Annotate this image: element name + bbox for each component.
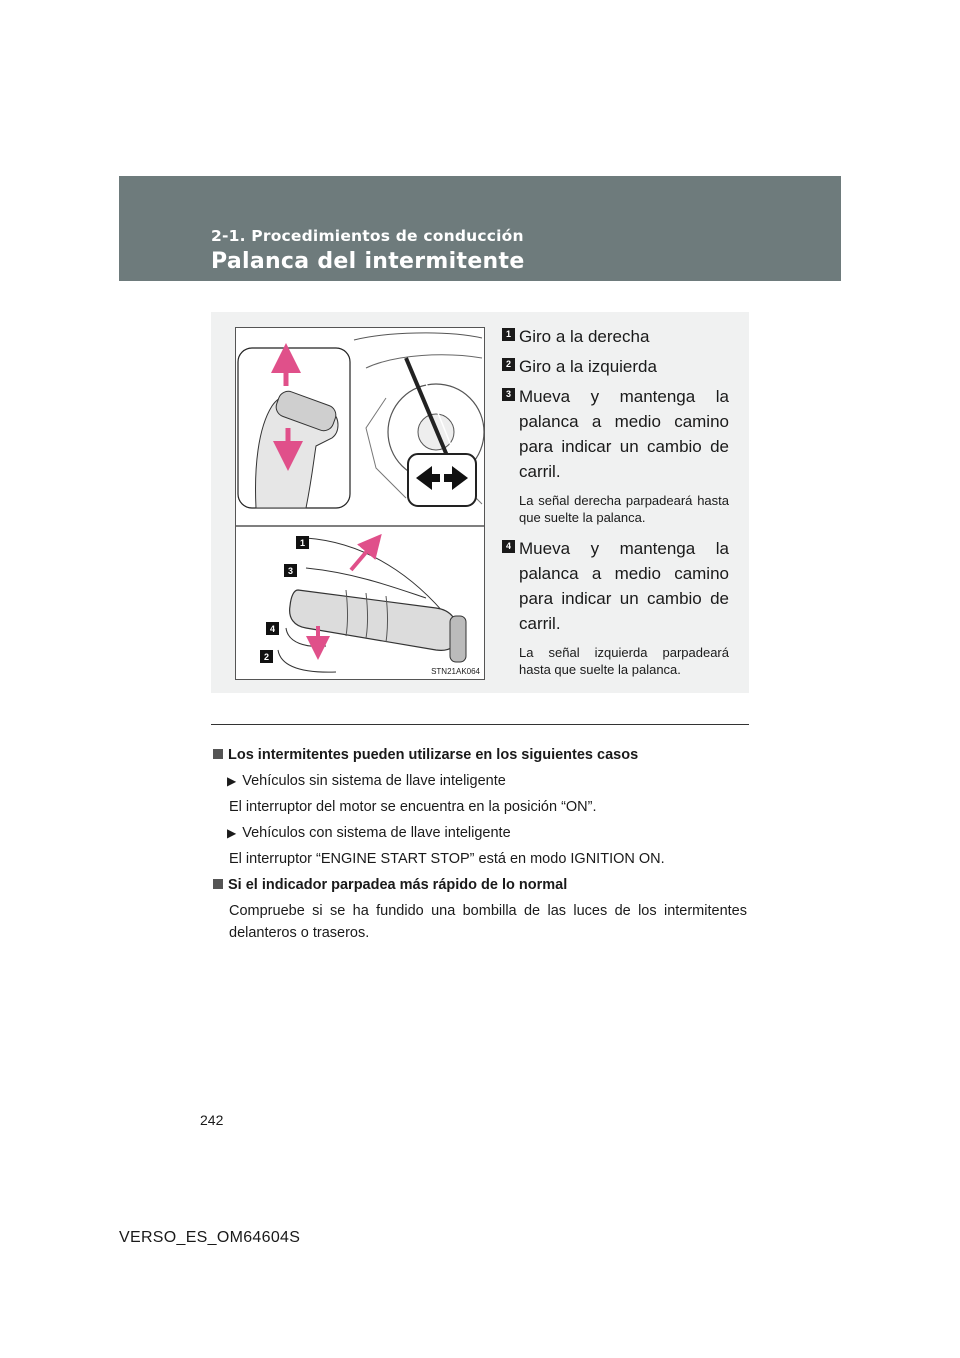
- note-title: Si el indicador parpadea más rápido de lo normal: [228, 877, 568, 893]
- section-label: 2-1. Procedimientos de conducción: [211, 227, 524, 245]
- callout-3: [502, 384, 729, 526]
- page-title: Palanca del intermitente: [211, 249, 525, 274]
- figure-marker-1: 1: [299, 538, 306, 548]
- divider: [211, 724, 749, 725]
- arc-2: [278, 650, 336, 672]
- lever-stalk: [290, 590, 458, 650]
- callout-4: [502, 536, 729, 678]
- case-label: Vehículos con sistema de llave inteligente: [242, 825, 511, 841]
- case-label: Vehículos sin sistema de llave inteligente: [242, 773, 506, 789]
- callout-text: Giro a la derecha: [519, 327, 650, 346]
- figure-code: STN21AK064: [431, 667, 480, 676]
- note-heading-2: [213, 872, 747, 898]
- notes-section: [213, 742, 747, 944]
- figure-marker-4: 4: [269, 624, 276, 634]
- callout-subtext: La señal izquierda parpadeará hasta que suelte la palanca.: [519, 645, 729, 677]
- case-2: [213, 820, 747, 846]
- case-1: [213, 768, 747, 794]
- callout-text: Mueva y mantenga la palanca a medio camino para indicar un cambio de carril.: [519, 387, 729, 481]
- figure-marker-3: 3: [287, 566, 294, 576]
- callout-number: 1: [502, 328, 515, 341]
- case-1-text: El interruptor del motor se encuentra en la posición “ON”.: [229, 799, 597, 815]
- document-code: VERSO_ES_OM64604S: [119, 1229, 301, 1246]
- callout-text: Giro a la izquierda: [519, 357, 657, 376]
- page-number: 242: [200, 1112, 224, 1128]
- lever-base: [450, 616, 466, 662]
- triangle-bullet-icon: ▶: [227, 826, 237, 840]
- callout-number: 4: [502, 540, 515, 553]
- callout-subtext: La señal derecha parpadeará hasta que suelte la palanca.: [519, 493, 729, 525]
- callout-number: 2: [502, 358, 515, 371]
- callout-2: [502, 354, 729, 379]
- note-2-text: Compruebe si se ha fundido una bombilla de las luces de los intermitentes delanteros o traseros.: [229, 903, 747, 941]
- note-title: Los intermitentes pueden utilizarse en los siguientes casos: [228, 747, 639, 763]
- callout-list: [502, 324, 729, 683]
- callout-text: Mueva y mantenga la palanca a medio camino para indicar un cambio de carril.: [519, 539, 729, 633]
- left-right-arrows-box: [408, 454, 476, 506]
- section-header: [119, 176, 841, 281]
- triangle-bullet-icon: ▶: [227, 774, 237, 788]
- callout-1: [502, 324, 729, 349]
- note-heading-1: [213, 742, 747, 768]
- turn-signal-lever-figure: [235, 327, 485, 680]
- callout-number: 3: [502, 388, 515, 401]
- illustration-panel: [211, 312, 749, 693]
- square-bullet-icon: [213, 749, 223, 759]
- lever-illustration: [236, 328, 484, 679]
- arrow-up-right-icon: [351, 543, 374, 570]
- case-2-text: El interruptor “ENGINE START STOP” está en modo IGNITION ON.: [229, 851, 665, 867]
- square-bullet-icon: [213, 879, 223, 889]
- figure-marker-2: 2: [263, 652, 270, 662]
